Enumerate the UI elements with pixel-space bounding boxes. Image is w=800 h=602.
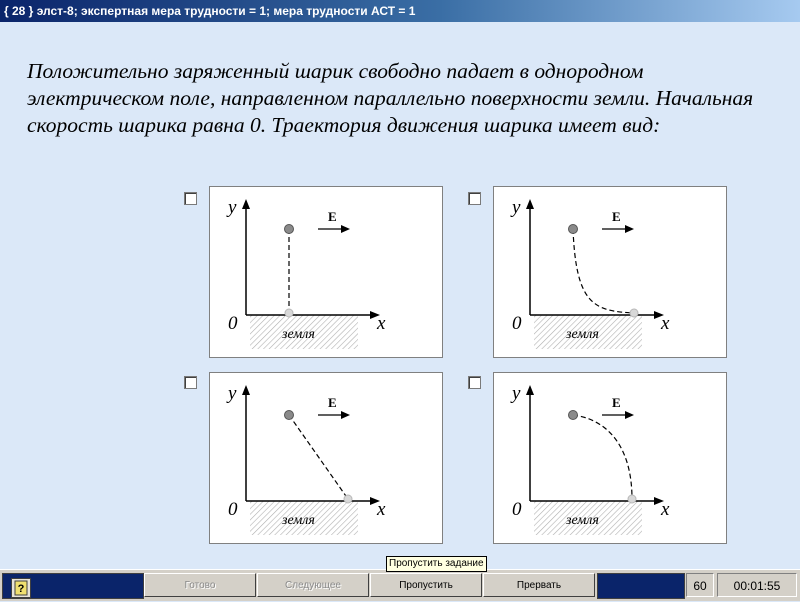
field-label: E: [612, 395, 621, 410]
field-label: E: [612, 209, 621, 224]
ground-label: земля: [566, 327, 599, 342]
svg-text:?: ?: [17, 583, 25, 595]
question-help-icon[interactable]: [11, 578, 31, 598]
ball-end: [285, 309, 293, 317]
option-3-diagram[interactable]: [209, 372, 443, 544]
ball-start: [569, 225, 578, 234]
trajectory-diagram: [494, 373, 726, 543]
ball-end: [344, 495, 352, 503]
y-axis-label: y: [512, 197, 521, 218]
origin-label: 0: [512, 499, 522, 520]
bottom-toolbar: [0, 569, 800, 601]
task-counter: 60: [686, 573, 714, 597]
x-axis-label: x: [377, 499, 386, 520]
y-axis-arrow: [526, 199, 534, 209]
timer: 00:01:55: [717, 573, 797, 597]
y-axis-arrow: [242, 199, 250, 209]
y-axis-label: y: [228, 383, 237, 404]
ground-label: земля: [282, 327, 315, 342]
ground-label: земля: [566, 513, 599, 528]
done-button[interactable]: Готово: [144, 573, 256, 597]
next-button[interactable]: Следующее: [257, 573, 369, 597]
field-label: E: [328, 209, 337, 224]
option-2-checkbox[interactable]: [468, 192, 481, 205]
field-arrow-head: [625, 225, 634, 233]
field-arrow-head: [341, 411, 350, 419]
skip-button[interactable]: Пропустить: [370, 573, 482, 597]
origin-label: 0: [228, 499, 238, 520]
ball-end: [628, 495, 636, 503]
trajectory-diagram: [494, 187, 726, 357]
ball-end: [630, 309, 638, 317]
skip-tooltip: Пропустить задание: [386, 556, 487, 572]
ground-label: земля: [282, 513, 315, 528]
x-axis-label: x: [377, 313, 386, 334]
field-arrow-head: [625, 411, 634, 419]
trajectory-line: [289, 415, 348, 499]
option-4-diagram[interactable]: [493, 372, 727, 544]
ball-start: [285, 411, 294, 420]
toolbar-spacer: [597, 573, 685, 599]
abort-button[interactable]: Прервать: [483, 573, 595, 597]
option-1-diagram[interactable]: [209, 186, 443, 358]
window-title: { 28 } элст-8; экспертная мера трудности = 1; мера трудности АСТ = 1: [4, 4, 416, 18]
option-4-checkbox[interactable]: [468, 376, 481, 389]
field-label: E: [328, 395, 337, 410]
x-axis-label: x: [661, 499, 670, 520]
window-title-bar: [0, 0, 800, 22]
ball-start: [569, 411, 578, 420]
field-arrow-head: [341, 225, 350, 233]
trajectory-line: [573, 229, 634, 313]
y-axis-arrow: [242, 385, 250, 395]
trajectory-diagram: [210, 373, 442, 543]
y-axis-label: y: [228, 197, 237, 218]
origin-label: 0: [228, 313, 238, 334]
x-axis-label: x: [661, 313, 670, 334]
option-2-diagram[interactable]: [493, 186, 727, 358]
ball-start: [285, 225, 294, 234]
trajectory-diagram: [210, 187, 442, 357]
option-3-checkbox[interactable]: [184, 376, 197, 389]
trajectory-line: [573, 415, 632, 499]
origin-label: 0: [512, 313, 522, 334]
option-1-checkbox[interactable]: [184, 192, 197, 205]
question-text: Положительно заряженный шарик свободно падает в однородном электрическом поле, направленном параллельно поверхности земли. Начальная скорость шарика равна 0. Траектория движения шарика имеет вид:: [27, 59, 754, 137]
toolbar-help-area: [2, 573, 144, 599]
y-axis-arrow: [526, 385, 534, 395]
y-axis-label: y: [512, 383, 521, 404]
